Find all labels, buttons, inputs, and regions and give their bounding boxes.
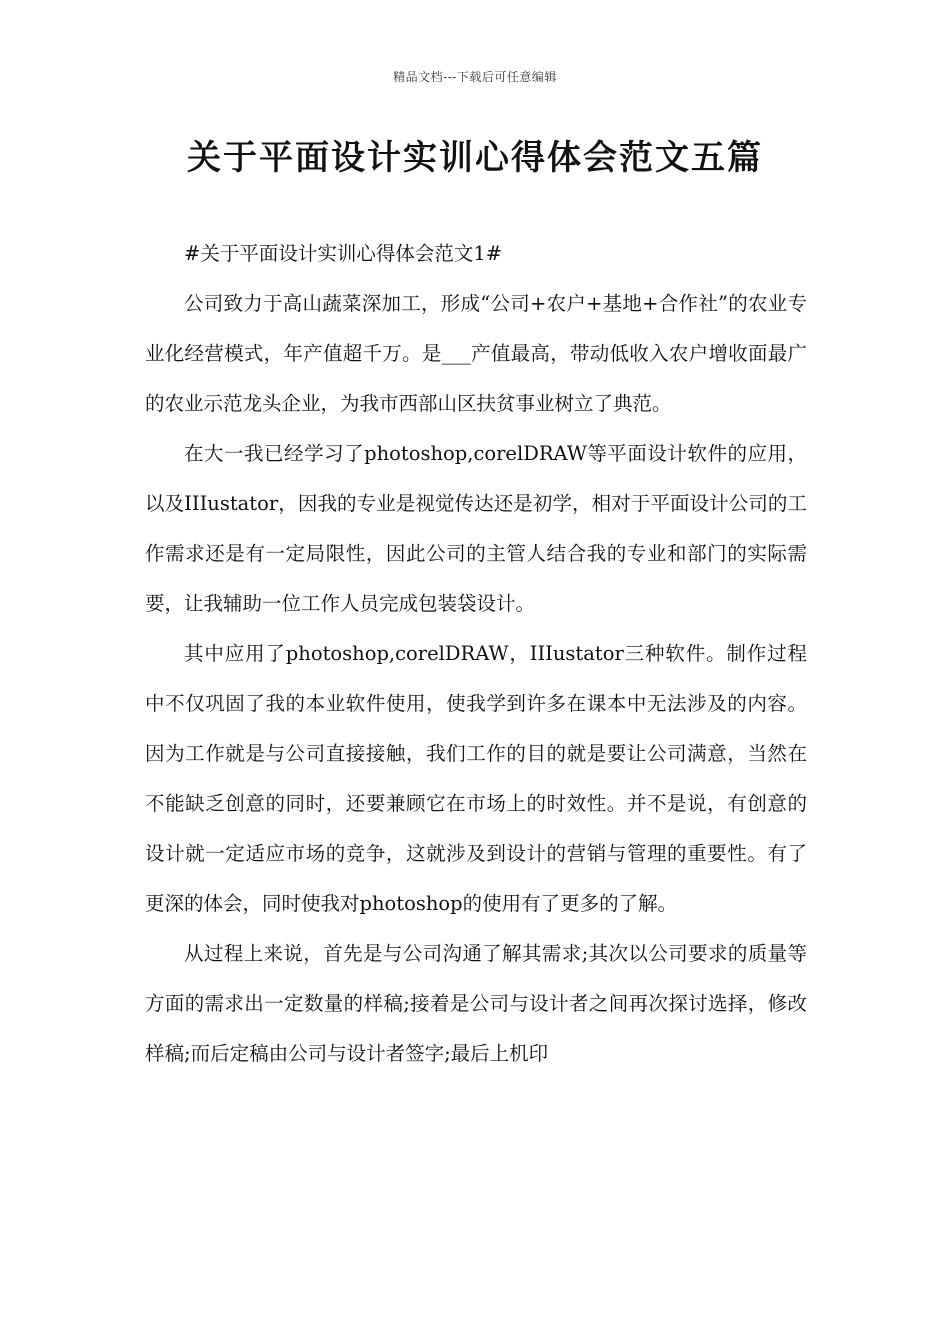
- paragraph: 公司致力于高山蔬菜深加工，形成“公司+农户+基地+合作社”的农业专业化经营模式，年产值超千万。是___产值最高，带动低收入农户增收面最广的农业示范龙头企业，为我市西部山区扶贫事业树立了典范。: [145, 292, 807, 415]
- paragraph: 其中应用了photoshop,corelDRAW，IIIustator三种软件。制作过程中不仅巩固了我的本业软件使用，使我学到许多在课本中无法涉及的内容。因为工作就是与公司直接接触，我们工作的目的就是要让公司满意，当然在不能缺乏创意的同时，还要兼顾它在市场上的时效性。并不是说，有创意的设计就一定适应市场的竞争，这就涉及到设计的营销与管理的重要性。有了更深的体会，同时使我对photoshop的使用有了更多的了解。: [145, 642, 807, 915]
- section-heading: #关于平面设计实训心得体会范文1#: [184, 242, 503, 265]
- paragraph: 从过程上来说，首先是与公司沟通了解其需求;其次以公司要求的质量等方面的需求出一定数量的样稿;接着是公司与设计者之间再次探讨选择，修改样稿;而后定稿由公司与设计者签字;最后上机印: [145, 942, 807, 1065]
- document-body: [145, 229, 807, 1079]
- header-note: 精品文档---下载后可任意编辑: [393, 70, 557, 84]
- document-title: 关于平面设计实训心得体会范文五篇: [187, 138, 763, 178]
- paragraph: 在大一我已经学习了photoshop,corelDRAW等平面设计软件的应用，以及IIIustator，因我的专业是视觉传达还是初学，相对于平面设计公司的工作需求还是有一定局限性，因此公司的主管人结合我的专业和部门的实际需要，让我辅助一位工作人员完成包装袋设计。: [145, 442, 807, 615]
